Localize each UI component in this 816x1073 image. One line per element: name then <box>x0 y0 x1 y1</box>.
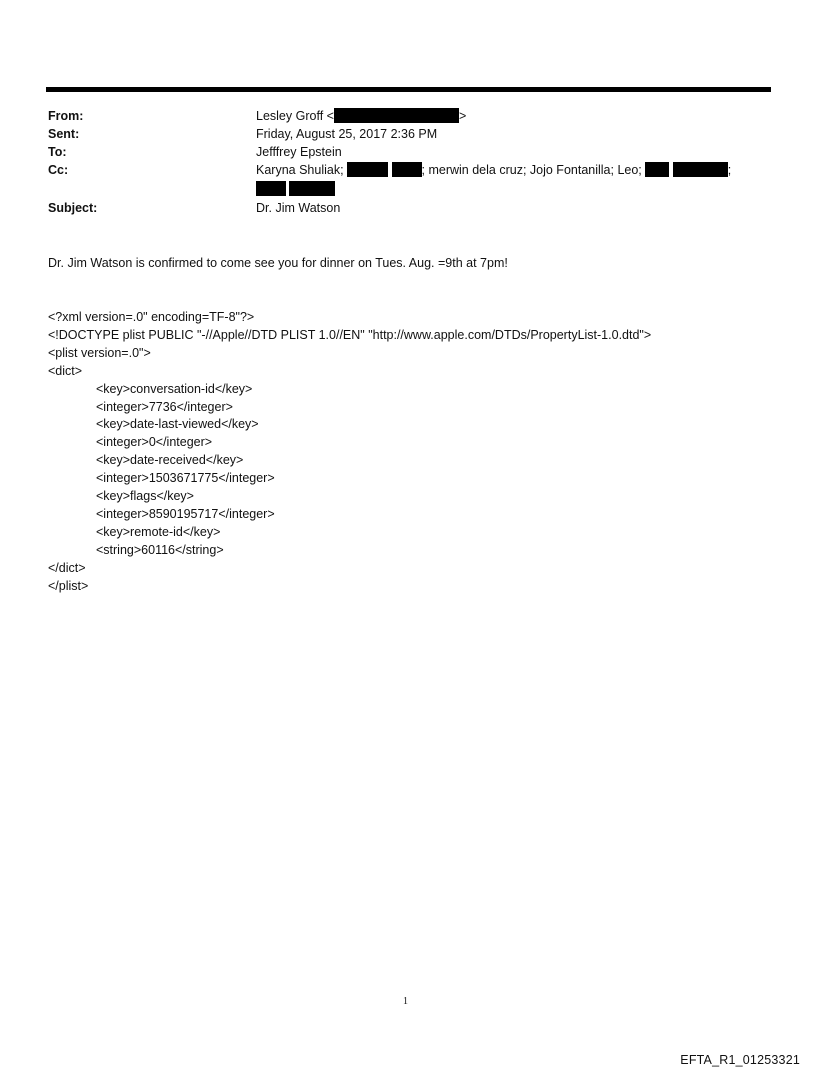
cc-label: Cc: <box>48 163 69 177</box>
to-label: To: <box>48 145 67 159</box>
to-value: Jefffrey Epstein <box>256 145 342 159</box>
redaction-box <box>673 162 728 177</box>
from-name: Lesley Groff < <box>256 109 334 123</box>
xml-line: <integer>8590195717</integer> <box>96 506 275 521</box>
from-value <box>256 107 466 125</box>
redaction-box <box>392 162 422 177</box>
from-label: From: <box>48 109 84 123</box>
sent-value: Friday, August 25, 2017 2:36 PM <box>256 127 438 141</box>
xml-line: <plist version=.0"> <box>48 345 151 360</box>
subject-label: Subject: <box>48 201 98 215</box>
redaction-box <box>289 181 335 196</box>
subject-value: Dr. Jim Watson <box>256 201 341 215</box>
bates-number: EFTA_R1_01253321 <box>680 1053 800 1067</box>
xml-line: <?xml version=.0" encoding=TF-8"?> <box>48 310 255 324</box>
xml-line: </dict> <box>48 560 86 575</box>
cc-value <box>256 161 731 179</box>
redaction-box <box>645 162 669 177</box>
page-number: 1 <box>403 996 408 1007</box>
cc-part1: Karyna Shuliak; <box>256 163 344 177</box>
xml-line: <integer>7736</integer> <box>96 399 233 414</box>
xml-line: <integer>1503671775</integer> <box>96 471 275 486</box>
xml-line: <!DOCTYPE plist PUBLIC "-//Apple//DTD PLIST 1.0//EN" "http://www.apple.com/DTDs/PropertyList-1.0.dtd"> <box>48 327 652 342</box>
cc-part2: ; merwin dela cruz; Jojo Fontanilla; Leo; <box>421 163 642 177</box>
redaction-box <box>256 181 286 196</box>
cc-part3: ; <box>727 163 732 177</box>
from-close: > <box>458 109 467 123</box>
xml-line: <key>remote-id</key> <box>96 524 221 539</box>
sent-label: Sent: <box>48 127 80 141</box>
xml-line: <dict> <box>48 363 83 378</box>
message-text: Dr. Jim Watson is confirmed to come see you for dinner on Tues. Aug. =9th at 7pm! <box>48 256 508 270</box>
xml-line: <key>flags</key> <box>96 489 194 503</box>
xml-line: <string>60116</string> <box>96 542 224 557</box>
redaction-box <box>347 162 388 177</box>
xml-line: <key>conversation-id</key> <box>96 381 253 396</box>
xml-line: </plist> <box>48 578 89 593</box>
redaction-box <box>334 108 459 123</box>
xml-line: <integer>0</integer> <box>96 435 213 450</box>
cc-value-line2 <box>256 180 335 198</box>
xml-line: <key>date-received</key> <box>96 453 244 468</box>
header-rule <box>46 87 771 92</box>
xml-line: <key>date-last-viewed</key> <box>96 417 259 432</box>
